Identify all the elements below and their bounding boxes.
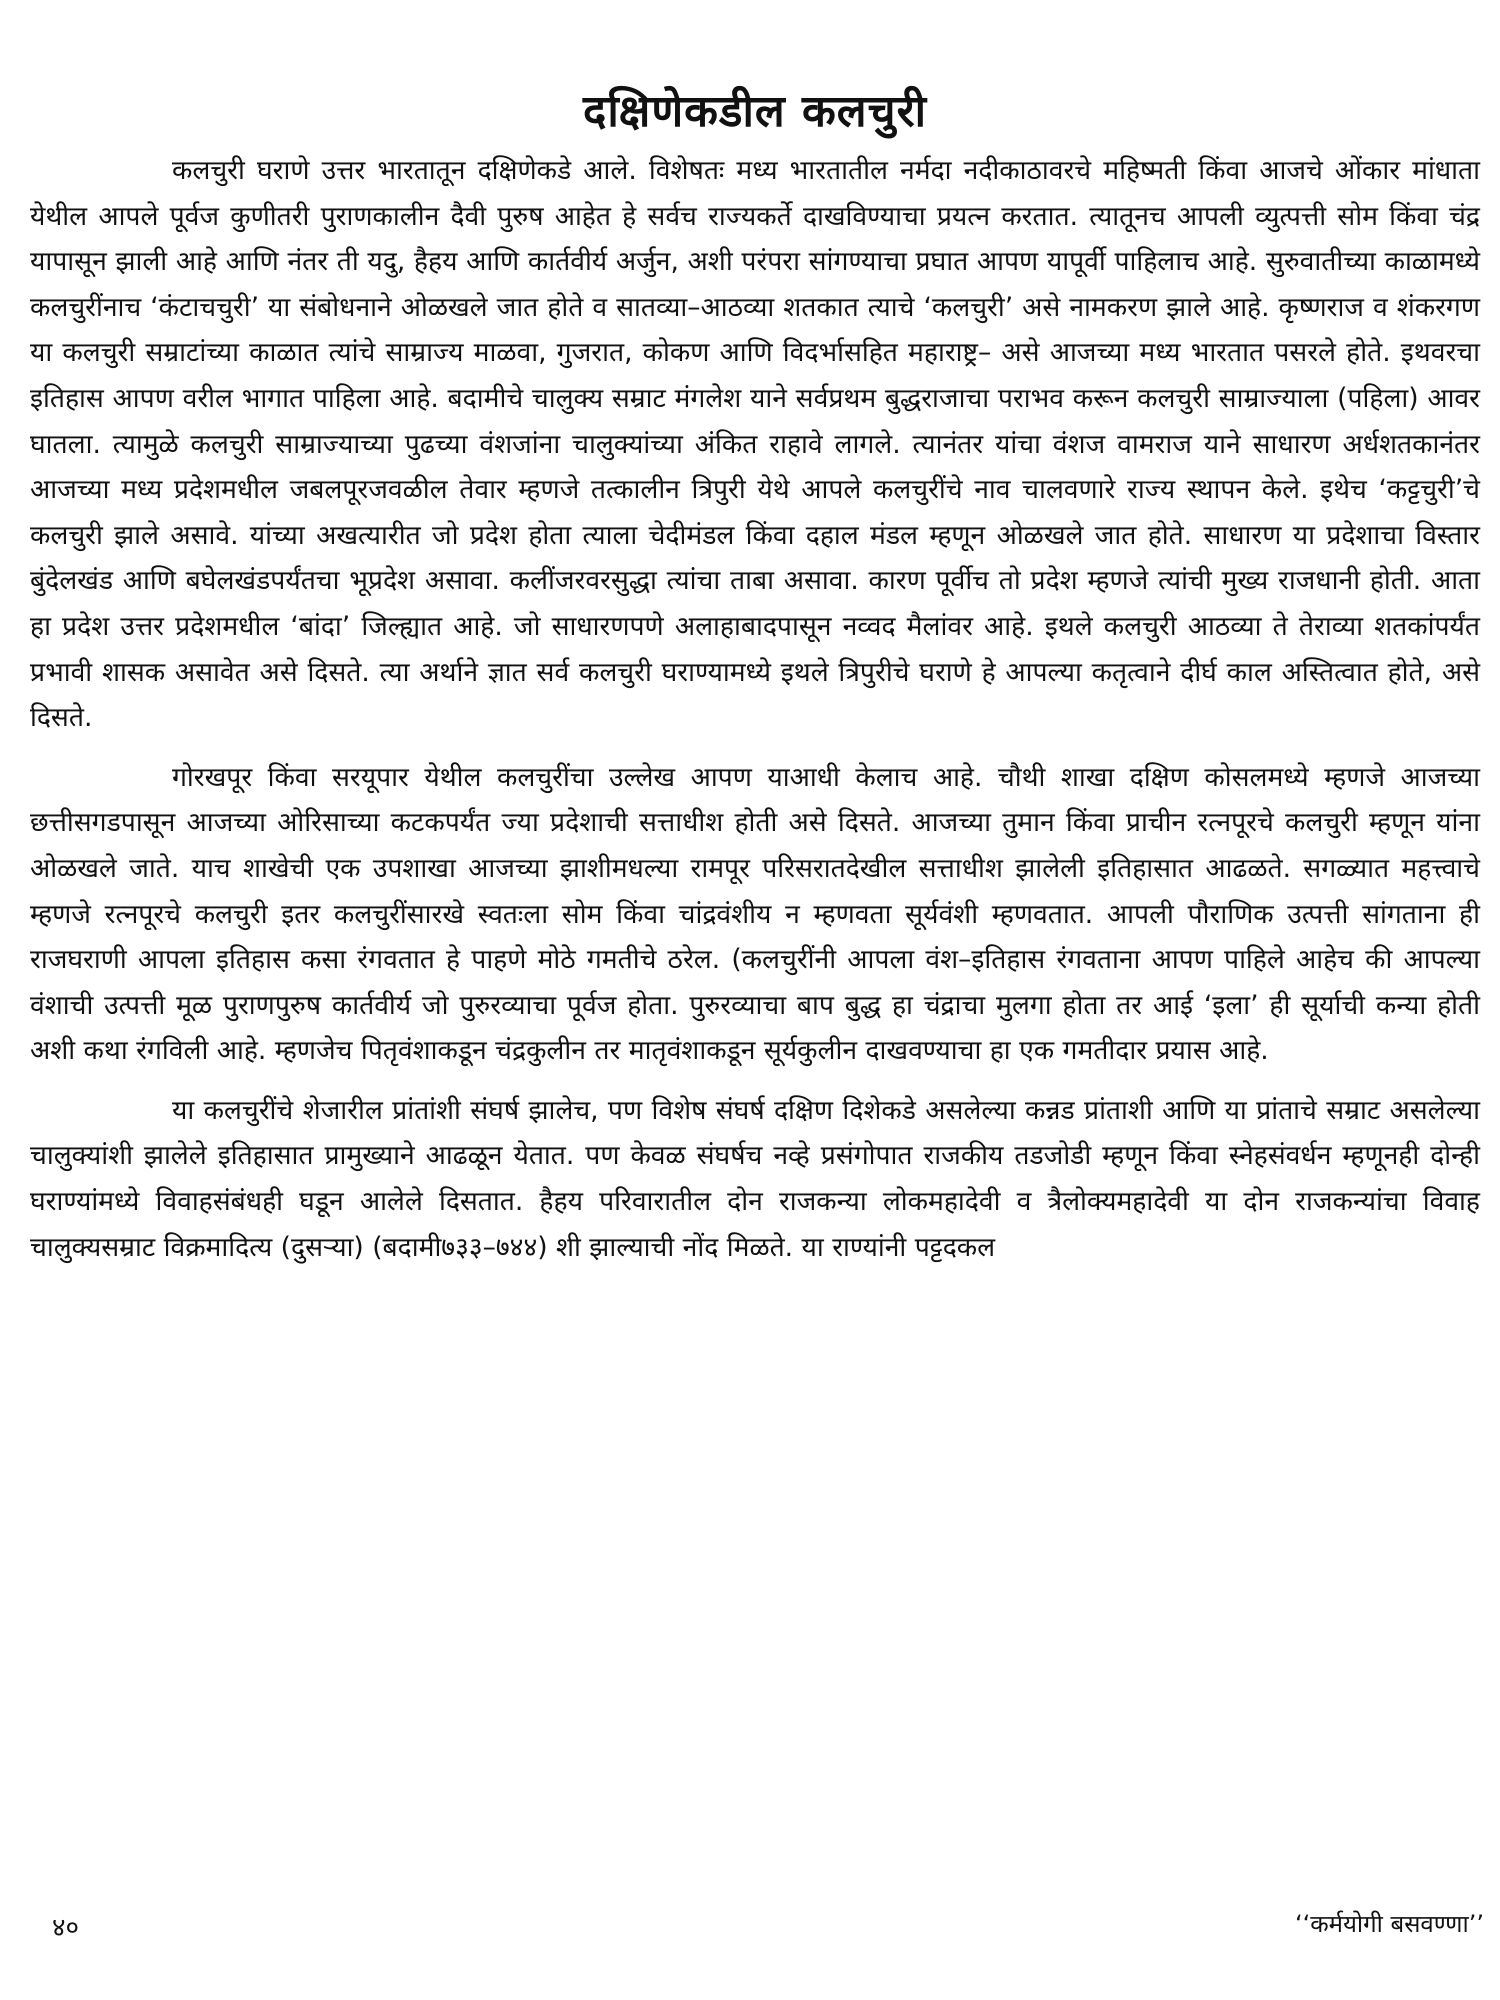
- paragraph-3: या कलचुरींचे शेजारील प्रांतांशी संघर्ष झालेच, पण विशेष संघर्ष दक्षिण दिशेकडे असलेल्या कन्नड प्रांताशी आणि या प्रांताचे सम्राट असलेल्या चालुक्यांशी झालेले इतिहासात प्रामुख्याने आढळून येतात. पण केवळ संघर्षच नव्हे प्रसंगोपात राजकीय तडजोडी म्हणून किंवा स्नेहसंवर्धन म्हणूनही दोन्ही घराण्यांमध्ये विवाहसंबंधही घडून आलेले दिसतात. हैहय परिवारातील दोन राजकन्या लोकमहादेवी व त्रैलोक्यमहादेवी या दोन राजकन्यांचा विवाह चालुक्यसम्राट विक्रमादित्य (दुसऱ्या) (बदामी७३३–७४४) शी झाल्याची नोंद मिळते. या राण्यांनी पट्टदकल: [30, 1094, 1480, 1263]
- body-text: [30, 148, 1480, 1270]
- page-number: ४०: [52, 1913, 80, 1943]
- chapter-title: दक्षिणेकडील कलचुरी: [583, 86, 927, 137]
- paragraph-2: गोरखपूर किंवा सरयूपार येथील कलचुरींचा उल्लेख आपण याआधी केलाच आहे. चौथी शाखा दक्षिण कोसलमध्ये म्हणजे आजच्या छत्तीसगडपासून आजच्या ओरिसाच्या कटकपर्यंत ज्या प्रदेशाची सत्ताधीश होती असे दिसते. आजच्या तुमान किंवा प्राचीन रत्नपूरचे कलचुरी म्हणून यांना ओळखले जाते. याच शाखेची एक उपशाखा आजच्या झाशीमधल्या रामपूर परिसरातदेखील सत्ताधीश झालेली इतिहासात आढळते. सगळ्यात महत्त्वाचे म्हणजे रत्नपूरचे कलचुरी इतर कलचुरींसारखे स्वतःला सोम किंवा चांद्रवंशीय न म्हणवता सूर्यवंशी म्हणवतात. आपली पौराणिक उत्पत्ती सांगताना ही राजघराणी आपला इतिहास कसा रंगवतात हे पाहणे मोठे गमतीचे ठरेल. (कलचुरींनी आपला वंश–इतिहास रंगवताना आपण पाहिले आहेच की आपल्या वंशाची उत्पत्ती मूळ पुराणपुरुष कार्तवीर्य जो पुरुरव्याचा पूर्वज होता. पुरुरव्याचा बाप बुद्ध हा चंद्राचा मुलगा होता तर आई ‘इला’ ही सूर्याची कन्या होती अशी कथा रंगविली आहे. म्हणजेच पितृवंशाकडून चंद्रकुलीन तर मातृवंशाकडून सूर्यकुलीन दाखवण्याचा हा एक गमतीदार प्रयास आहे.: [30, 761, 1480, 1067]
- paragraph-1: कलचुरी घराणे उत्तर भारतातून दक्षिणेकडे आले. विशेषतः मध्य भारतातील नर्मदा नदीकाठावरचे महिष्मती किंवा आजचे ओंकार मांधाता येथील आपले पूर्वज कुणीतरी पुराणकालीन दैवी पुरुष आहेत हे सर्वच राज्यकर्ते दाखविण्याचा प्रयत्न करतात. त्यातूनच आपली व्युत्पत्ती सोम किंवा चंद्र यापासून झाली आहे आणि नंतर ती यदु, हैहय आणि कार्तवीर्य अर्जुन, अशी परंपरा सांगण्याचा प्रघात आपण यापूर्वी पाहिलाच आहे. सुरुवातीच्या काळामध्ये कलचुरींनाच ‘कंटाचचुरी’ या संबोधनाने ओळखले जात होते व सातव्या–आठव्या शतकात त्याचे ‘कलचुरी’ असे नामकरण झाले आहे. कृष्णराज व शंकरगण या कलचुरी सम्राटांच्या काळात त्यांचे साम्राज्य माळवा, गुजरात, कोकण आणि विदर्भासहित महाराष्ट्र– असे आजच्या मध्य भारतात पसरले होते. इथवरचा इतिहास आपण वरील भागात पाहिला आहे. बदामीचे चालुक्य सम्राट मंगलेश याने सर्वप्रथम बुद्धराजाचा पराभव करून कलचुरी साम्राज्याला (पहिला) आवर घातला. त्यामुळे कलचुरी साम्राज्याच्या पुढच्या वंशजांना चालुक्यांच्या अंकित राहावे लागले. त्यानंतर यांचा वंशज वामराज याने साधारण अर्धशतकानंतर आजच्या मध्य प्रदेशमधील जबलपूरजवळील तेवार म्हणजे तत्कालीन त्रिपुरी येथे आपले कलचुरींचे नाव चालवणारे राज्य स्थापन केले. इथेच ‘कट्टचुरी’चे कलचुरी झाले असावे. यांच्या अखत्यारीत जो प्रदेश होता त्याला चेदीमंडल किंवा दहाल मंडल म्हणून ओळखले जात होते. साधारण या प्रदेशाचा विस्तार बुंदेलखंड आणि बघेलखंडपर्यंतचा भूप्रदेश असावा. कलींजरवरसुद्धा त्यांचा ताबा असावा. कारण पूर्वीच तो प्रदेश म्हणजे त्यांची मुख्य राजधानी होती. आता हा प्रदेश उत्तर प्रदेशमधील ‘बांदा’ जिल्ह्यात आहे. जो साधारणपणे अलाहाबादपासून नव्वद मैलांवर आहे. इथले कलचुरी आठव्या ते तेराव्या शतकांपर्यंत प्रभावी शासक असावेत असे दिसते. त्या अर्थाने ज्ञात सर्व कलचुरी घराण्यामध्ये इथले त्रिपुरीचे घराणे हे आपल्या कतृत्वाने दीर्घ काल अस्तित्वात होते, असे दिसते.: [30, 155, 1480, 734]
- running-book-title: ‘‘कर्मयोगी बसवण्णा’’: [1294, 1910, 1484, 1938]
